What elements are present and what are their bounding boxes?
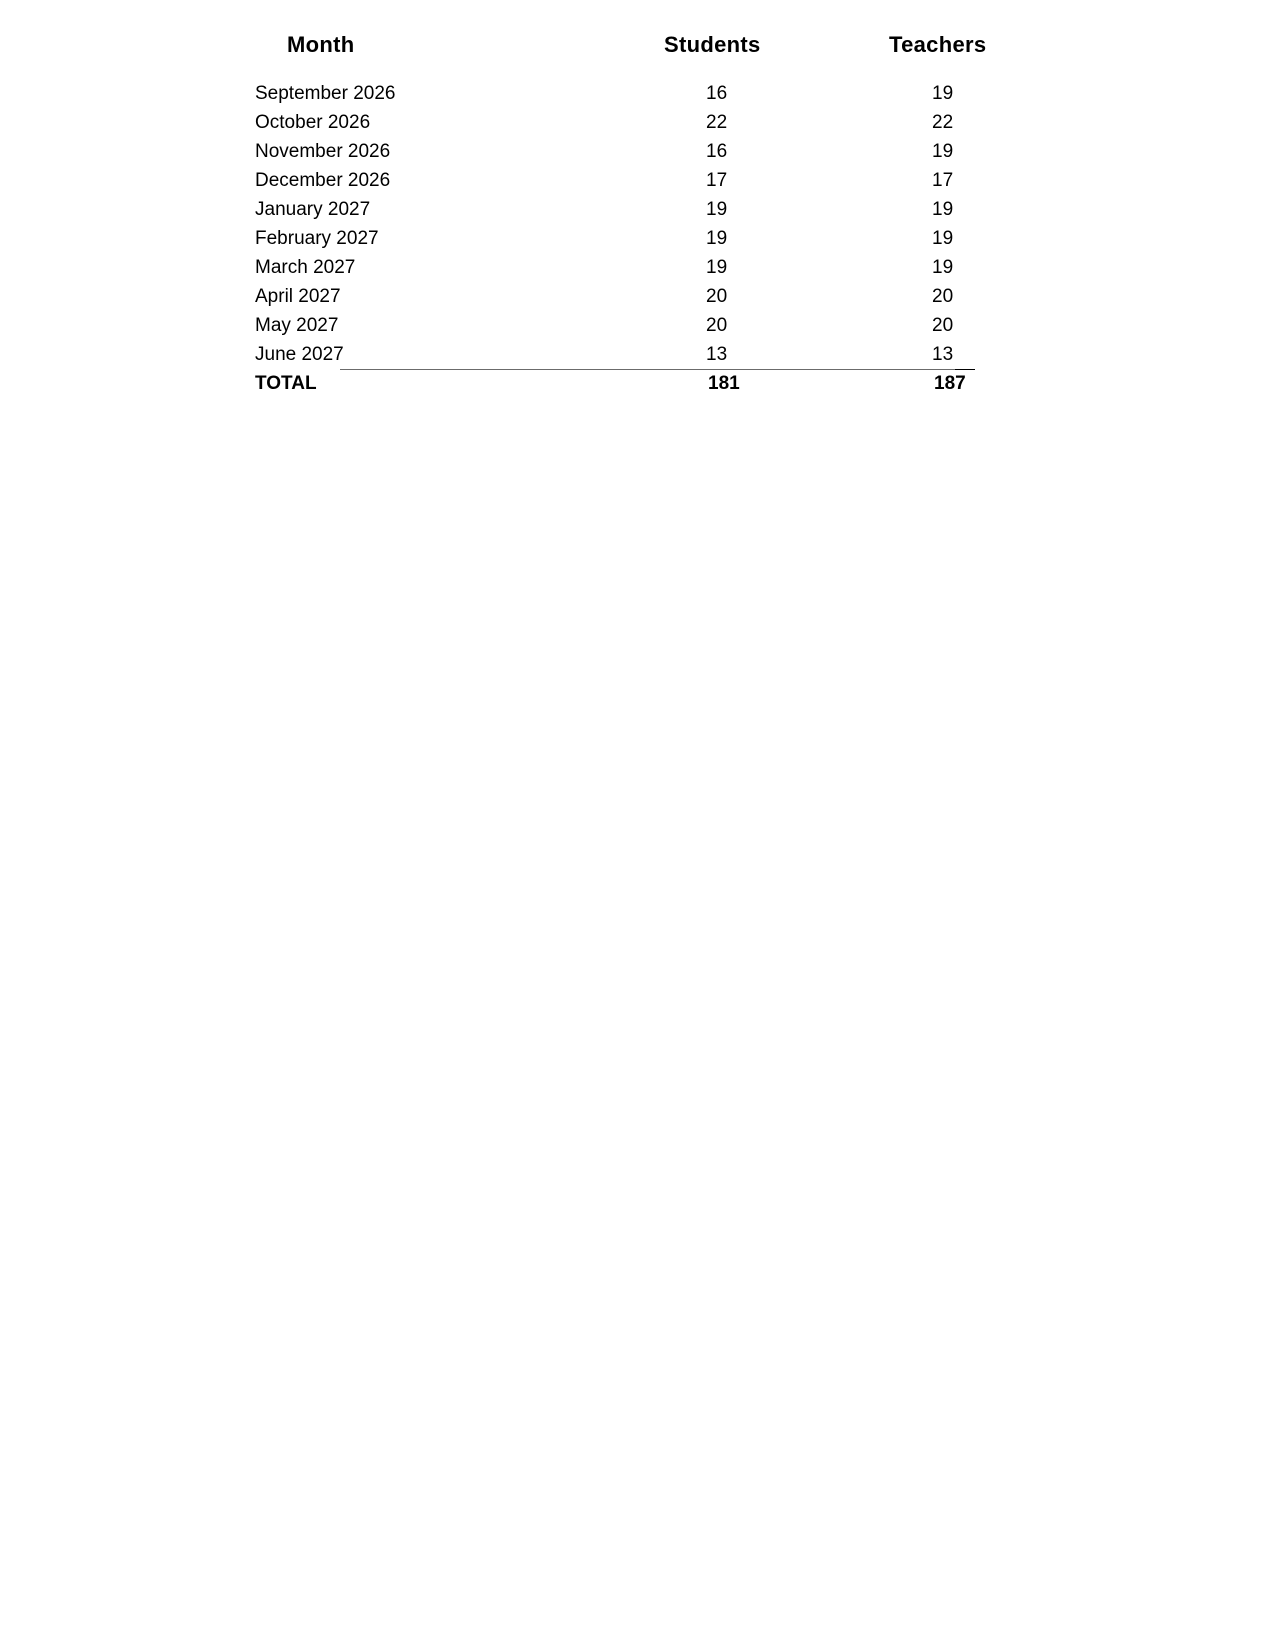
total-teachers: 187 — [934, 373, 966, 394]
month-cell: October 2026 — [255, 112, 371, 133]
month-cell: September 2026 — [255, 83, 396, 104]
month-cell: December 2026 — [255, 170, 391, 191]
students-cell: 20 — [706, 286, 728, 307]
month-cell: January 2027 — [255, 199, 371, 220]
table-row — [0, 138, 1275, 166]
teachers-cell: 20 — [932, 286, 954, 307]
total-label: TOTAL — [255, 373, 317, 394]
teachers-cell: 13 — [932, 344, 954, 365]
table-row — [0, 283, 1275, 311]
students-column-header: Students — [664, 32, 761, 57]
month-cell: February 2027 — [255, 228, 379, 249]
teachers-cell: 22 — [932, 112, 954, 133]
month-cell: April 2027 — [255, 286, 341, 307]
table-row — [0, 312, 1275, 340]
students-cell: 17 — [706, 170, 728, 191]
teachers-cell: 20 — [932, 315, 954, 336]
month-cell: November 2026 — [255, 141, 391, 162]
table-row — [0, 196, 1275, 224]
students-cell: 16 — [706, 83, 728, 104]
month-column-header: Month — [287, 32, 355, 57]
students-cell: 19 — [706, 199, 728, 220]
total-students: 181 — [708, 373, 740, 394]
students-cell: 20 — [706, 315, 728, 336]
teachers-cell: 19 — [932, 141, 954, 162]
table-row — [0, 167, 1275, 195]
teachers-cell: 17 — [932, 170, 954, 191]
teachers-cell: 19 — [932, 257, 954, 278]
teachers-cell: 19 — [932, 83, 954, 104]
students-cell: 22 — [706, 112, 728, 133]
table-row — [0, 80, 1275, 108]
students-cell: 19 — [706, 257, 728, 278]
students-cell: 19 — [706, 228, 728, 249]
teachers-column-header: Teachers — [889, 32, 987, 57]
month-cell: May 2027 — [255, 315, 339, 336]
month-cell: March 2027 — [255, 257, 356, 278]
table-row — [0, 341, 1275, 369]
students-cell: 16 — [706, 141, 728, 162]
table-row — [0, 109, 1275, 137]
table-row — [0, 254, 1275, 282]
teachers-cell: 19 — [932, 199, 954, 220]
teachers-cell: 19 — [932, 228, 954, 249]
month-cell: June 2027 — [255, 344, 344, 365]
table-row — [0, 225, 1275, 253]
total-row — [0, 370, 1275, 398]
students-cell: 13 — [706, 344, 728, 365]
